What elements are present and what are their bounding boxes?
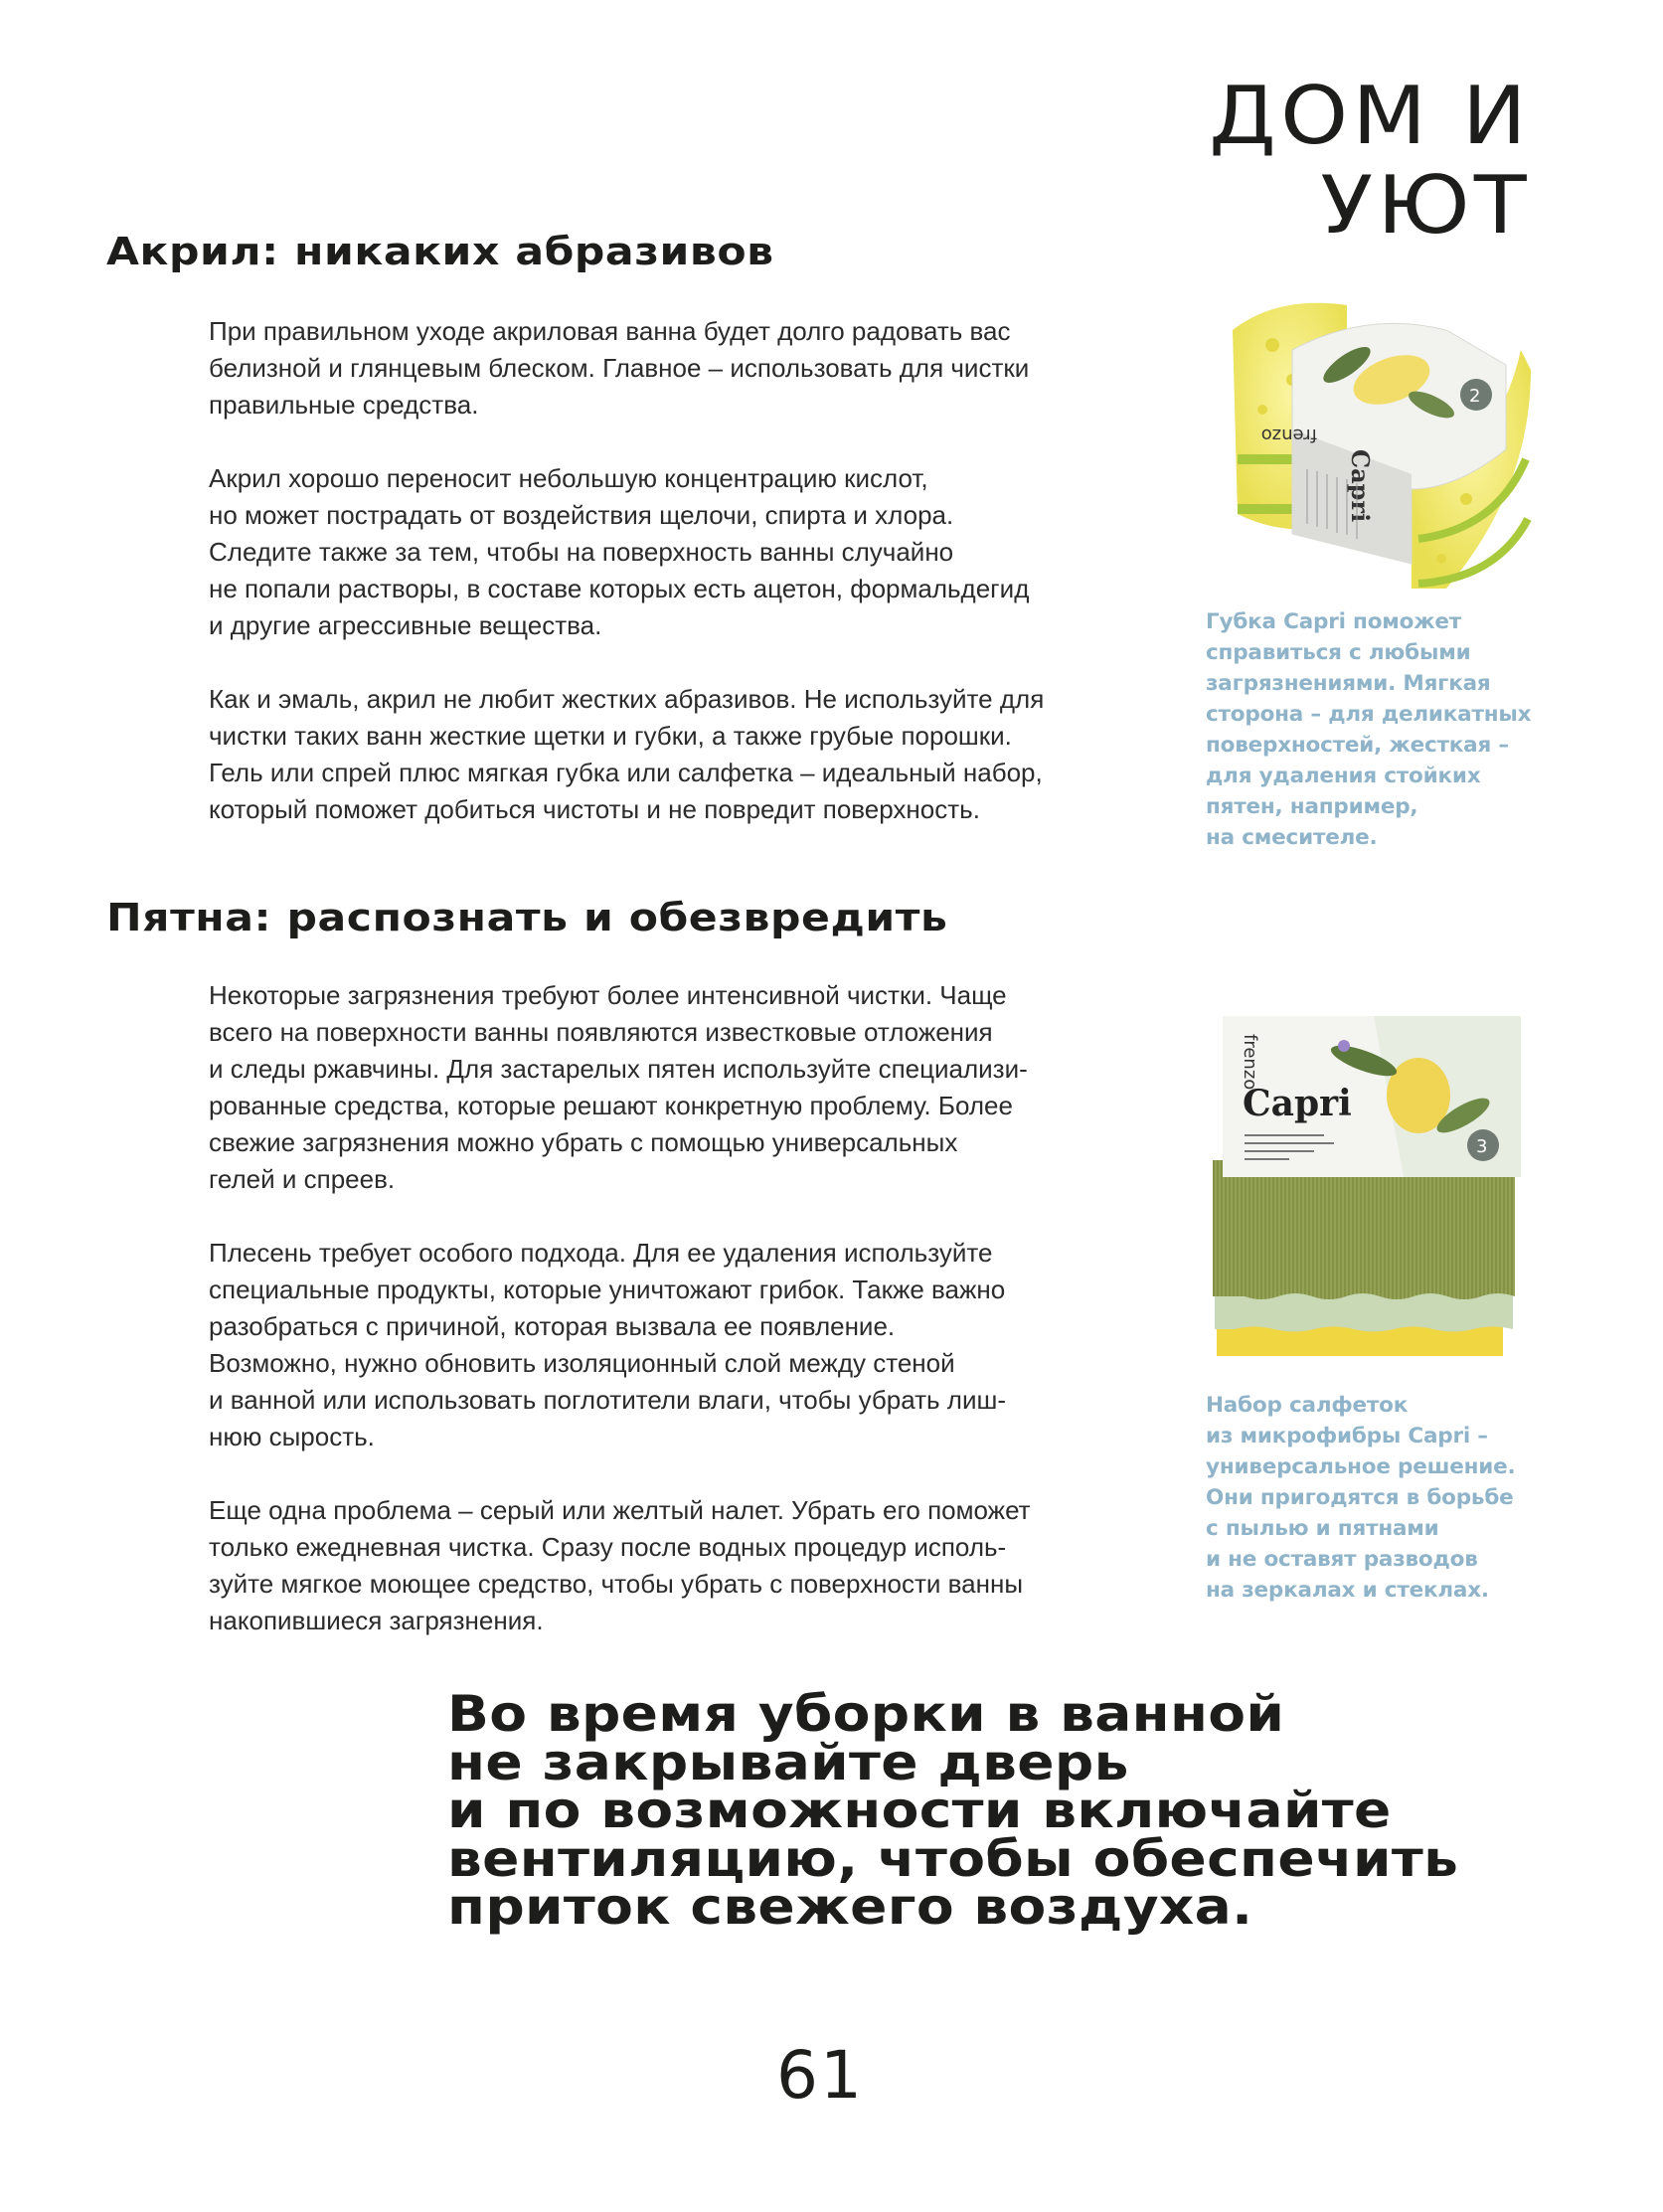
caption-line: и не оставят разводов [1206, 1547, 1478, 1572]
text-line: правильные средства. [209, 390, 479, 420]
text-line: но может пострадать от воздействия щелочи, спирта и хлора. [209, 500, 954, 530]
caption-line: пятен, например, [1206, 794, 1418, 819]
text-line: не попали растворы, в составе которых есть ацетон, формальдегид [209, 574, 1030, 603]
text-line: который поможет добиться чистоты и не повредит поверхность. [209, 794, 980, 824]
text-line: свежие загрязнения можно убрать с помощью универсальных [209, 1127, 958, 1157]
quote-line: Во время уборки в ванной [447, 1685, 1285, 1743]
caption-line: универсальное решение. [1206, 1454, 1516, 1479]
heading-stains: Пятна: распознать и обезвредить [106, 896, 948, 939]
caption-line: Набор салфеток [1206, 1393, 1409, 1418]
paragraph [209, 313, 1143, 424]
paragraph [209, 1235, 1143, 1455]
text-line: гелей и спреев. [209, 1164, 396, 1194]
page-number: 61 [776, 2037, 864, 2114]
sponge-product-image [1198, 290, 1536, 608]
quote-line: и по возможности включайте [447, 1782, 1392, 1839]
text-line: разобраться с причиной, которая вызвала ее появление. [209, 1311, 896, 1341]
svg-text:Capri: Capri [1243, 1083, 1352, 1124]
text-line: Еще одна проблема – серый или желтый налет. Убрать его поможет [209, 1495, 1031, 1525]
text-line: При правильном уходе акриловая ванна будет долго радовать вас [209, 316, 1011, 346]
sponge-caption [1206, 606, 1564, 853]
text-line: Гель или спрей плюс мягкая губка или салфетка – идеальный набор, [209, 758, 1043, 787]
text-line: нюю сырость. [209, 1422, 375, 1451]
caption-line: поверхностей, жесткая – [1206, 733, 1509, 758]
svg-text:Capri: Capri [1346, 449, 1375, 523]
caption-line: на смесителе. [1206, 825, 1378, 850]
text-line: рованные средства, которые решают конкретную проблему. Более [209, 1091, 1013, 1120]
body-stains [209, 977, 1143, 1676]
quote-line: приток свежего воздуха. [447, 1878, 1253, 1936]
svg-text:2: 2 [1469, 386, 1481, 407]
caption-line: на зеркалах и стеклах. [1206, 1578, 1489, 1603]
caption-line: из микрофибры Capri – [1206, 1424, 1488, 1448]
caption-line: с пылью и пятнами [1206, 1516, 1439, 1541]
caption-line: сторона – для деликатных [1206, 702, 1532, 727]
napkin-caption [1206, 1390, 1564, 1606]
paragraph [209, 1492, 1143, 1639]
text-line: и ванной или использовать поглотители влаги, чтобы убрать лиш- [209, 1385, 1006, 1415]
text-line: чистки таких ванн жесткие щетки и губки, а также грубые порошки. [209, 721, 1012, 751]
napkin-illustration [1205, 986, 1533, 1364]
sponge-illustration [1198, 290, 1536, 608]
caption-line: для удаления стойких [1206, 764, 1481, 788]
svg-text:frenzo: frenzo [1260, 425, 1317, 445]
napkin-set-product-image [1205, 986, 1533, 1364]
text-line: накопившиеся загрязнения. [209, 1606, 544, 1635]
text-line: только ежедневная чистка. Сразу после водных процедур исполь- [209, 1532, 1007, 1562]
text-line: зуйте мягкое моющее средство, чтобы убрать с поверхности ванны [209, 1569, 1024, 1599]
text-line: белизной и глянцевым блеском. Главное – использовать для чистки [209, 353, 1030, 383]
quote-line: не закрывайте дверь [447, 1733, 1129, 1791]
text-line: Как и эмаль, акрил не любит жестких абразивов. Не используйте для [209, 684, 1045, 714]
text-line: всего на поверхности ванны появляются известковые отложения [209, 1017, 993, 1047]
section-title: ДОМ И УЮТ [1209, 70, 1531, 252]
svg-text:3: 3 [1476, 1136, 1488, 1157]
pull-quote [447, 1685, 1663, 1936]
text-line: Возможно, нужно обновить изоляционный слой между стеной [209, 1348, 955, 1378]
text-line: Акрил хорошо переносит небольшую концентрацию кислот, [209, 463, 928, 493]
text-line: специальные продукты, которые уничтожают грибок. Также важно [209, 1275, 1006, 1304]
paragraph [209, 460, 1143, 644]
caption-line: справиться с любыми [1206, 640, 1471, 665]
caption-line: Губка Capri поможет [1206, 609, 1462, 634]
text-line: Плесень требует особого подхода. Для ее удаления используйте [209, 1238, 993, 1268]
paragraph [209, 681, 1143, 828]
text-line: и другие агрессивные вещества. [209, 610, 602, 640]
text-line: Следите также за тем, чтобы на поверхность ванны случайно [209, 537, 954, 567]
heading-acrylic: Акрил: никаких абразивов [106, 230, 774, 273]
caption-line: загрязнениями. Мягкая [1206, 671, 1491, 696]
quote-line: вентиляцию, чтобы обеспечить [447, 1829, 1459, 1888]
text-line: и следы ржавчины. Для застарелых пятен используйте специализи- [209, 1054, 1028, 1084]
paragraph [209, 977, 1143, 1198]
caption-line: Они пригодятся в борьбе [1206, 1485, 1514, 1510]
body-acrylic [209, 313, 1143, 865]
text-line: Некоторые загрязнения требуют более интенсивной чистки. Чаще [209, 980, 1007, 1010]
svg-text:frenzo: frenzo [1240, 1034, 1260, 1091]
